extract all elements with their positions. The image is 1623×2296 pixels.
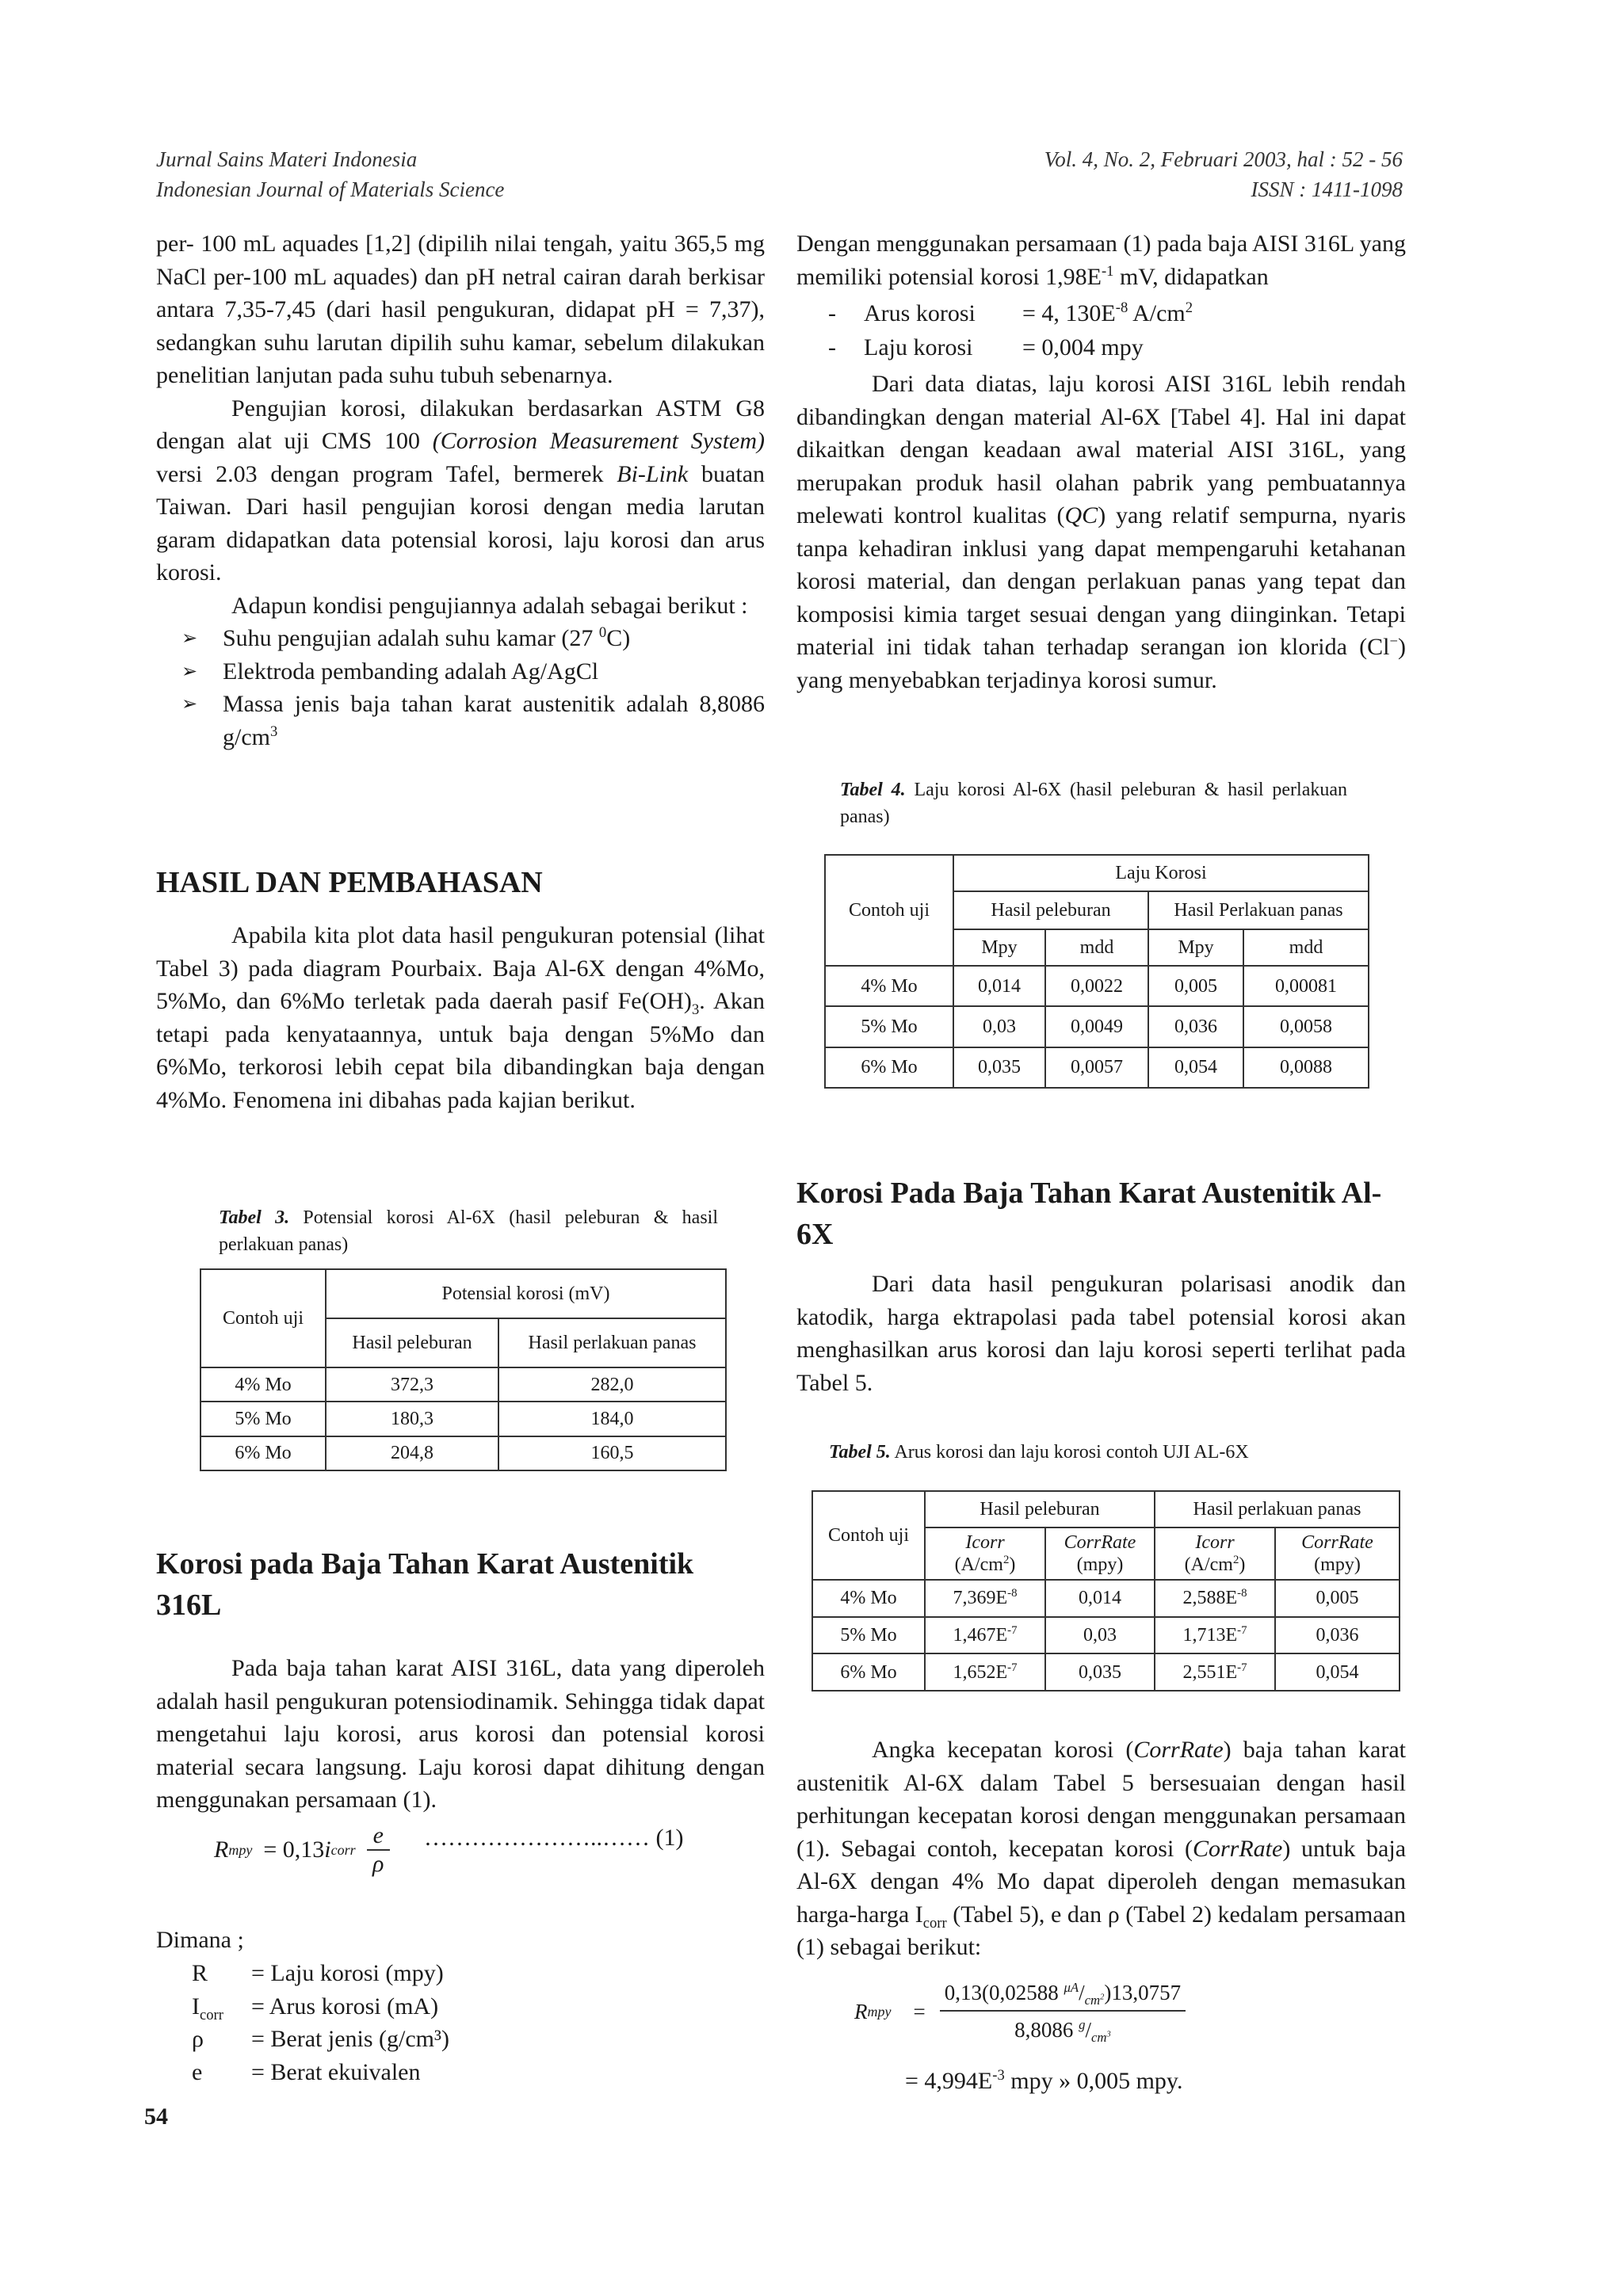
table-row <box>812 1580 1400 1617</box>
text: = 4, 130E <box>1022 300 1116 326</box>
paragraph <box>156 919 765 1116</box>
table-header: Hasil perlakuan panas <box>498 1318 726 1367</box>
list-item <box>156 1990 449 2023</box>
table-cell: 0,0058 <box>1243 1006 1369 1047</box>
text: Suhu pengujian adalah suhu kamar (27 <box>223 625 599 651</box>
eq-text: = <box>913 1999 926 2023</box>
table-header: Hasil peleburan <box>326 1318 498 1367</box>
paragraph <box>796 368 1406 696</box>
table-row <box>812 1491 1400 1527</box>
equation-1: R mpy = 0,13 i corr $\frac{e}{\rho}$ <box>214 1822 390 1878</box>
list-item <box>156 622 765 655</box>
table5 <box>812 1490 1400 1691</box>
text: versi 2.03 dengan program Tafel, bermerek <box>156 460 617 487</box>
text-italic: CorrRate <box>1301 1532 1373 1553</box>
def-sub: corr <box>200 2006 223 2023</box>
table-cell <box>1155 1617 1275 1654</box>
table3-caption <box>219 1204 718 1258</box>
caption-text: Laju korosi Al-6X (hasil peleburan & hasil perlakuan panas) <box>840 780 1348 827</box>
issn: ISSN : 1411-1098 <box>1251 177 1403 201</box>
eq-symbol: R <box>214 1836 229 1863</box>
equation-2: R mpy = $\frac{0,13(0,02588 ^{\mu A}/_{cm^2})13,0757}{8,8086 ^g/_{cm^3}}$ <box>854 1981 1186 2042</box>
table-header: Contoh uji <box>825 855 953 966</box>
item-value <box>1022 296 1193 330</box>
text-italic: Bi-Link <box>617 460 689 487</box>
sup: -1 <box>1101 262 1114 280</box>
text: cm <box>1084 1993 1101 2008</box>
text: Pada baja tahan karat AISI 316L, data yang diperoleh adalah hasil pengukuran potensiodinamik. Sehingga tidak dapat mengetahui laju korosi, arus korosi dan potensial korosi material secara langsung. Laju korosi dapat dihitung dengan menggunakan persamaan (1). <box>156 1655 765 1813</box>
table-header: Icorr $(A/cm^2)$ <box>925 1527 1045 1580</box>
table-cell: 0,014 <box>1045 1580 1155 1617</box>
table-row <box>825 1006 1369 1047</box>
sup: -8 <box>1237 1587 1247 1600</box>
sup: -7 <box>1237 1623 1247 1637</box>
paragraph <box>156 392 765 589</box>
sub: corr <box>922 1914 947 1932</box>
text: (mpy) <box>1076 1554 1124 1575</box>
text: Apabila kita plot data hasil pengukuran potensial (lihat Tabel 3) pada diagram Pourbaix. Baja Al-6X dengan 4%Mo, 5%Mo, dan 6%Mo terletak pada daerah pasif Fe(OH) <box>156 922 765 1014</box>
def-symbol: ρ <box>192 2026 204 2052</box>
eq-text: = 0,13 <box>263 1836 325 1863</box>
sub <box>1085 1993 1105 2008</box>
table-cell: 5% Mo <box>200 1402 326 1436</box>
eq-numerator: 0,13(0,02588 $^{\mu A}/_{cm^2})13,0757$ <box>940 1981 1186 2012</box>
text-italic: CorrRate <box>1192 1835 1283 1862</box>
text-italic: QC <box>1064 502 1098 528</box>
table-cell: 0,035 <box>1045 1653 1155 1691</box>
text: ) baja tahan karat austenitik Al-6X dalam Tabel 5 bersesuaian dengan hasil perhitungan kecepatan korosi dengan menggunakan persamaan (1). Sebagai contoh, kecepatan korosi ( <box>796 1737 1406 1862</box>
sup: -3 <box>992 2067 1005 2084</box>
paragraph <box>796 1268 1406 1399</box>
table-cell: 4% Mo <box>200 1367 326 1402</box>
table-header: Contoh uji <box>812 1491 925 1580</box>
paragraph <box>156 589 765 623</box>
text: ) untuk baja Al-6X dengan 4% Mo dapat diperoleh dengan memasukan harga-harga I <box>796 1835 1407 1928</box>
item-value: = 0,004 mpy <box>1022 334 1144 360</box>
paragraph <box>156 227 765 392</box>
text: 0,13(0,02588 <box>944 1981 1059 2004</box>
eq-fraction <box>940 1980 1186 2046</box>
arrow-bullet-icon: ➢ <box>181 692 198 715</box>
text: Pengujian korosi, dilakukan berdasarkan ASTM G8 dengan alat uji CMS 100 <box>156 395 765 454</box>
table-cell: 0,054 <box>1275 1653 1400 1691</box>
list-item <box>156 688 765 753</box>
list-item <box>796 330 1406 364</box>
table-cell: 0,0088 <box>1243 1047 1369 1088</box>
list-item <box>156 2023 449 2056</box>
journal-name-id: Jurnal Sains Materi Indonesia <box>156 147 418 171</box>
arrow-bullet-icon: ➢ <box>181 659 198 682</box>
eq-numerator: e <box>367 1822 390 1851</box>
def-text: = Arus korosi (mA) <box>251 1993 439 2019</box>
table-cell <box>1155 1580 1275 1617</box>
paragraph <box>796 1733 1406 1964</box>
dimana-label: Dimana ; <box>156 1927 244 1953</box>
table-row <box>825 966 1369 1006</box>
text: 1,652E <box>953 1661 1008 1683</box>
table-row <box>812 1653 1400 1691</box>
dash-bullet: - <box>828 300 836 326</box>
running-header-right <box>1044 144 1403 204</box>
table-cell <box>925 1580 1045 1617</box>
text: 1,713E <box>1182 1624 1238 1646</box>
table-header: Mpy <box>1148 929 1243 966</box>
right-column-2 <box>796 1268 1406 1399</box>
table-cell: 0,054 <box>1148 1047 1243 1088</box>
table-cell: 180,3 <box>326 1402 498 1436</box>
list-item <box>156 1957 449 1990</box>
text: per- 100 mL aquades [1,2] (dipilih nilai tengah, yaitu 365,5 mg NaCl per-100 mL aquades) dan pH netral cairan darah berkisar antara 7,35-7,45 (dari hasil pengukuran, didapat pH = 7,37), sedangkan suhu larutan dipilih suhu kamar, sebelum dilakukan penelitian lanjutan pada suhu tubuh sebenarnya. <box>156 231 765 388</box>
text: (A/cm <box>954 1554 1003 1575</box>
table-header: Hasil perlakuan panas <box>1155 1491 1400 1527</box>
arrow-bullet-icon: ➢ <box>181 627 198 649</box>
table-cell: 0,0049 <box>1045 1006 1148 1047</box>
table-header: Mpy <box>953 929 1045 966</box>
table-header: mdd <box>1243 929 1369 966</box>
sup: 3 <box>270 723 278 740</box>
journal-name-en: Indonesian Journal of Materials Science <box>156 177 505 201</box>
table-cell <box>925 1653 1045 1691</box>
text: 7,369E <box>953 1588 1008 1609</box>
text-italic: (Corrosion Measurement System) <box>432 428 765 454</box>
table-cell: 5% Mo <box>812 1617 925 1654</box>
table-cell: 0,0057 <box>1045 1047 1148 1088</box>
text: mV, didapatkan <box>1113 263 1269 290</box>
table-row <box>200 1436 726 1470</box>
text-italic: CorrRate <box>1064 1532 1136 1553</box>
text: Dari data hasil pengukuran polarisasi anodik dan katodik, harga ektrapolasi pada tabel potensial korosi akan menghasilkan arus korosi dan laju korosi seperti terlihat pada Tabel 5. <box>796 1271 1406 1396</box>
table-cell: 204,8 <box>326 1436 498 1470</box>
table-header: Hasil peleburan <box>953 891 1148 929</box>
table-header: Potensial korosi (mV) <box>326 1269 726 1318</box>
def-symbol <box>156 1990 251 2023</box>
caption-label: Tabel 5. <box>829 1442 891 1463</box>
sup: 2 <box>1185 299 1193 316</box>
text: (mpy) <box>1314 1554 1361 1575</box>
list-item <box>156 2056 449 2089</box>
text <box>223 622 630 655</box>
table-row <box>825 855 1369 891</box>
text-italic: CorrRate <box>1133 1737 1224 1763</box>
sup: -7 <box>1007 1623 1018 1637</box>
left-column-2 <box>156 919 765 1116</box>
table-header: Laju Korosi <box>953 855 1369 891</box>
text: (A/cm <box>1184 1554 1233 1575</box>
sup: 3 <box>1106 2030 1111 2039</box>
table-cell <box>1155 1653 1275 1691</box>
table-cell <box>925 1617 1045 1654</box>
table-cell: 0,00081 <box>1243 966 1369 1006</box>
section-heading: Korosi pada Baja Tahan Karat Austenitik 316L <box>156 1547 694 1622</box>
paragraph <box>796 227 1406 293</box>
table-cell: 6% Mo <box>812 1653 925 1691</box>
table-header: mdd <box>1045 929 1148 966</box>
eq-label: (1) <box>655 1825 684 1851</box>
table-row <box>200 1402 726 1436</box>
def-text: = Berat ekuivalen <box>251 2058 421 2085</box>
sup: μA <box>1064 1980 1079 1995</box>
def-text: = Berat jenis (g/cm³) <box>251 2026 450 2052</box>
table-cell: 0,03 <box>1045 1617 1155 1654</box>
text: Adapun kondisi pengujiannya adalah sebagai berikut : <box>231 592 748 619</box>
table-header: Contoh uji <box>200 1269 326 1367</box>
table-cell: 0,036 <box>1148 1006 1243 1047</box>
dash-bullet: - <box>828 334 836 360</box>
table5-caption <box>829 1439 1384 1466</box>
eq-denominator: 8,8086 $^g/_{cm^3}$ <box>1014 2017 1111 2046</box>
table-cell: 160,5 <box>498 1436 726 1470</box>
eq-dots: …………………..…… <box>424 1825 650 1851</box>
text: buatan Taiwan. Dari hasil pengujian korosi dengan media larutan garam didapatkan data potensial korosi, laju korosi dan arus korosi. <box>156 460 766 585</box>
text: . Akan tetapi pada kenyataannya, untuk baja dengan 5%Mo dan 6%Mo, terkorosi lebih cepat bila dibandingkan baja dengan 4%Mo. Fenomena ini dibahas pada kajian berikut. <box>156 988 766 1113</box>
text: ) yang menyebabkan terjadinya korosi sumur. <box>796 634 1406 693</box>
item-label: Laju korosi <box>864 334 973 360</box>
table-cell: 6% Mo <box>825 1047 953 1088</box>
table-cell: 0,005 <box>1148 966 1243 1006</box>
definition-list <box>156 1957 449 2088</box>
list-item <box>796 296 1406 330</box>
table-row <box>812 1617 1400 1654</box>
table-cell: 0,0022 <box>1045 966 1148 1006</box>
volume-info: Vol. 4, No. 2, Februari 2003, hal : 52 - 56 <box>1044 147 1403 171</box>
right-column <box>796 227 1406 696</box>
def-symbol: R <box>192 1960 208 1986</box>
text: Angka kecepatan korosi ( <box>872 1737 1134 1763</box>
table-row <box>825 1047 1369 1088</box>
sup: g <box>1079 2017 1086 2032</box>
table4 <box>824 854 1369 1089</box>
text: mpy » 0,005 mpy. <box>1004 2068 1183 2094</box>
text: = 4,994E <box>905 2068 993 2094</box>
eq-symbol: i <box>324 1836 331 1863</box>
equation-2-result <box>905 2068 1182 2095</box>
sup: 2 <box>1232 1554 1239 1566</box>
table-cell: 0,035 <box>953 1047 1045 1088</box>
right-column-3 <box>796 1733 1406 1964</box>
running-header-left <box>156 144 504 204</box>
table-row <box>200 1269 726 1318</box>
text: )13,0757 <box>1104 1981 1182 2004</box>
table-cell: 0,014 <box>953 966 1045 1006</box>
caption-label: Tabel 3. <box>219 1207 290 1228</box>
sup: − <box>1389 633 1398 650</box>
table-cell: 5% Mo <box>825 1006 953 1047</box>
sup: 2 <box>1002 1554 1010 1566</box>
sup: 0 <box>598 624 607 641</box>
def-text: = Laju korosi (mpy) <box>251 1960 444 1986</box>
left-column-3 <box>156 1652 765 1817</box>
sub <box>1091 2030 1111 2045</box>
sup: 2 <box>1100 1993 1105 2002</box>
text: 8,8086 <box>1014 2018 1074 2042</box>
sub: 3 <box>691 1001 700 1018</box>
text: Dari data diatas, laju korosi AISI 316L lebih rendah dibandingkan dengan material Al-6X [Tabel 4]. Hal ini dapat dikaitkan dengan keadaan awal material AISI 316L, yang merupakan produk hasil olahan pabrik yang pembuatannya melewati kontrol kualitas ( <box>796 371 1406 528</box>
text: Dengan menggunakan persamaan (1) pada baja AISI 316L yang memiliki potensial korosi 1,98E <box>796 231 1406 290</box>
text: Elektroda pembanding adalah Ag/AgCl <box>223 658 599 685</box>
caption-text: Potensial korosi Al-6X (hasil peleburan & hasil perlakuan panas) <box>219 1207 718 1255</box>
text: (Tabel 5), e dan ρ (Tabel 2) kedalam persamaan (1) sebagai berikut: <box>796 1901 1406 1960</box>
table-cell: 372,3 <box>326 1367 498 1402</box>
item-label: Arus korosi <box>864 300 976 326</box>
sup: -7 <box>1007 1661 1018 1674</box>
sup: -7 <box>1237 1661 1247 1674</box>
left-column <box>156 227 765 753</box>
text-italic: Icorr <box>1195 1532 1235 1553</box>
paragraph <box>156 1652 765 1817</box>
table-header: Hasil peleburan <box>925 1491 1155 1527</box>
table-row <box>200 1367 726 1402</box>
table-header <box>1045 1527 1155 1580</box>
table-header: Icorr $(A/cm^2)$ <box>1155 1527 1275 1580</box>
table4-caption <box>840 776 1347 830</box>
eq-symbol: R <box>854 1999 868 2023</box>
sup: -8 <box>1007 1587 1018 1600</box>
def-symbol-text: I <box>192 1993 200 2019</box>
section-heading: HASIL DAN PEMBAHASAN <box>156 866 543 899</box>
sup: -8 <box>1115 299 1128 316</box>
caption-text: Arus korosi dan laju korosi contoh UJI AL-6X <box>890 1442 1249 1463</box>
text: 2,588E <box>1182 1588 1238 1609</box>
table3 <box>200 1268 727 1471</box>
text <box>223 688 765 753</box>
def-symbol: e <box>192 2058 203 2085</box>
table-cell: 6% Mo <box>200 1436 326 1470</box>
text: Massa jenis baja tahan karat austenitik adalah 8,8086 g/cm <box>223 691 765 750</box>
table-cell: 0,036 <box>1275 1617 1400 1654</box>
table-cell: 0,03 <box>953 1006 1045 1047</box>
text: 1,467E <box>953 1624 1008 1646</box>
table-cell: 4% Mo <box>825 966 953 1006</box>
table-cell: 282,0 <box>498 1367 726 1402</box>
list-item <box>156 655 765 688</box>
text: 2,551E <box>1182 1661 1238 1683</box>
section-heading: Korosi Pada Baja Tahan Karat Austenitik Al-6X <box>796 1177 1382 1251</box>
caption-label: Tabel 4. <box>840 780 906 800</box>
text: C) <box>606 625 631 651</box>
text: A/cm <box>1128 300 1186 326</box>
text: ) yang relatif sempurna, nyaris tanpa kehadiran inklusi yang dapat mempengaruhi ketahanan korosi material, dan dengan perlakuan panas yang tepat dan komposisi kimia target sesuai dengan yang diinginkan. Tetapi material ini tidak tahan terhadap serangan ion klorida (Cl <box>796 502 1406 660</box>
table-cell: 0,005 <box>1275 1580 1400 1617</box>
text: cm <box>1091 2030 1107 2046</box>
table-cell: 4% Mo <box>812 1580 925 1617</box>
table-header <box>1275 1527 1400 1580</box>
eq-denominator: ρ <box>372 1851 384 1877</box>
text-italic: Icorr <box>965 1532 1005 1553</box>
equation-1-number <box>424 1825 683 1852</box>
eq-fraction <box>367 1822 390 1878</box>
table-header: Hasil Perlakuan panas <box>1148 891 1369 929</box>
table-cell: 184,0 <box>498 1402 726 1436</box>
page-number: 54 <box>144 2103 168 2130</box>
